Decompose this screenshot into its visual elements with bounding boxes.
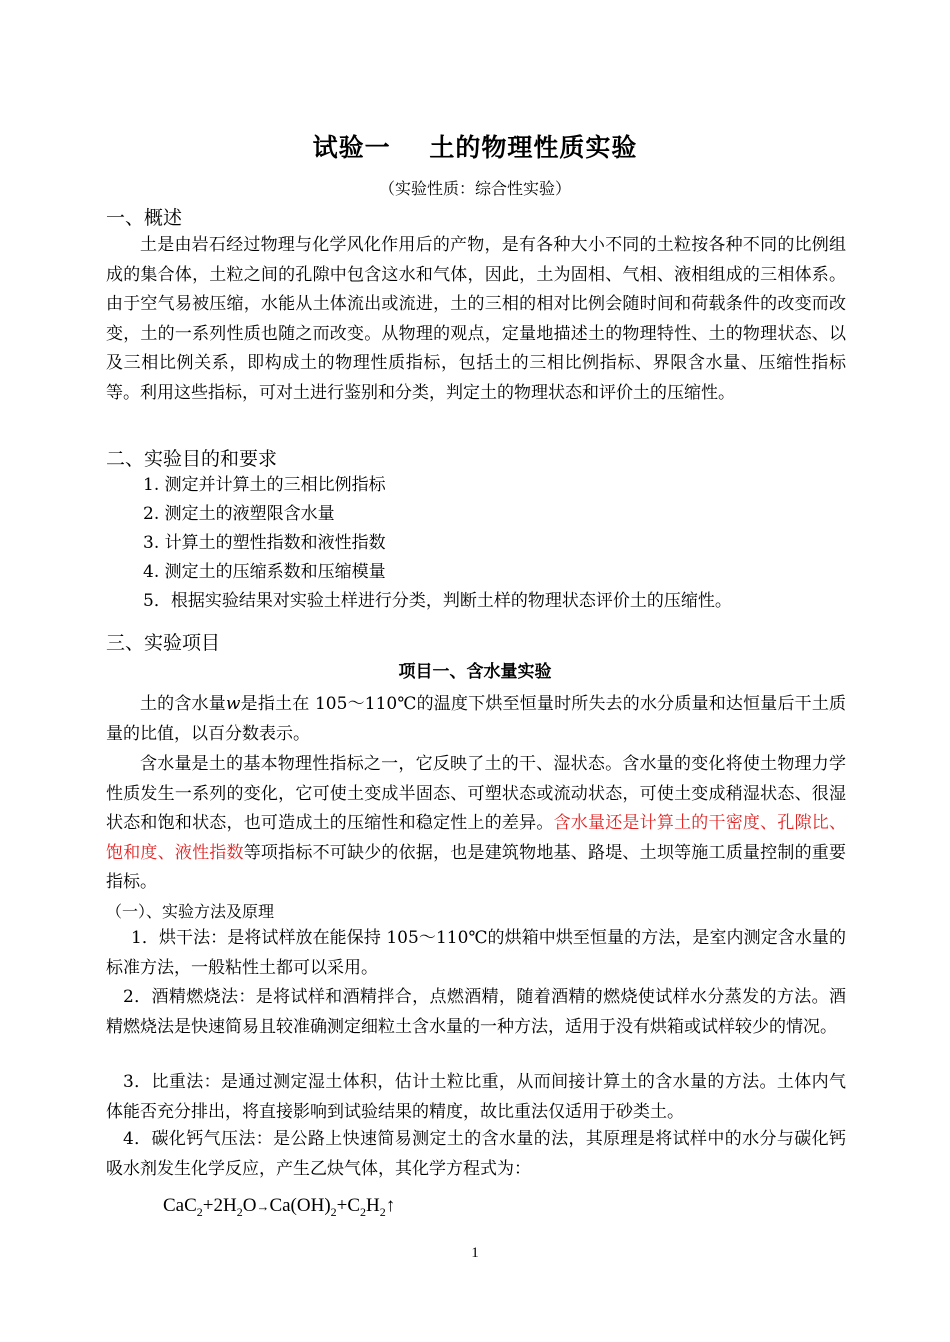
text: +2H bbox=[202, 1195, 237, 1216]
method-calcium-carbide: 4．碳化钙气压法：是公路上快速简易测定土的含水量的法，其原理是将试样中的水分与碳化钙吸水剂发生化学反应，产生乙炔气体，其化学方程式为： bbox=[106, 1129, 846, 1179]
heading-overview: 一、概述 bbox=[106, 207, 183, 229]
text: O bbox=[242, 1195, 257, 1216]
objectives-list bbox=[143, 471, 732, 616]
text: 2 bbox=[330, 1204, 337, 1219]
text: 土的含水量 bbox=[140, 694, 226, 714]
heading-objectives: 二、实验目的和要求 bbox=[106, 448, 278, 470]
method-heading: （一）、实验方法及原理 bbox=[106, 902, 275, 921]
chemical-equation bbox=[163, 1195, 395, 1220]
variable-w: w bbox=[225, 694, 241, 714]
project1-title: 项目一、含水量实验 bbox=[398, 662, 552, 682]
text: H bbox=[366, 1195, 380, 1216]
list-item: 1. 测定并计算土的三相比例指标 bbox=[143, 475, 386, 495]
list-item: 5．根据实验结果对实验土样进行分类，判断土样的物理状态评价土的压缩性。 bbox=[143, 591, 732, 611]
page-number: 1 bbox=[471, 1245, 479, 1261]
text: 2 bbox=[360, 1204, 367, 1219]
text: Ca(OH) bbox=[269, 1195, 331, 1216]
overview-paragraph: 土是由岩石经过物理与化学风化作用后的产物，是有各种大小不同的土粒按各种不同的比例组成的集合体，土粒之间的孔隙中包含这水和气体，因此，土为固相、气相、液相组成的三相体系。由于空气易被压缩，水能从土体流出或流进，土的三相的相对比例会随时间和荷载条件的改变而改变，土的一系列性质也随之而改变。从物理的观点，定量地描述土的物理特性、土的物理状态、以及三相比例关系，即构成土的物理性质指标，包括土的三相比例指标、界限含水量、压缩性指标等。利用这些指标，可对土进行鉴别和分类，判定土的物理状态和评价土的压缩性。 bbox=[106, 235, 846, 403]
list-item: 3. 计算土的塑性指数和液性指数 bbox=[143, 533, 386, 553]
highlighted-text: 含水量还是计算土的干密度、孔隙比、饱和度、液性指数 bbox=[106, 813, 847, 863]
method-specific-gravity: 3．比重法：是通过测定湿土体积，估计土粒比重，从而间接计算土的含水量的方法。土体内气体能否充分排出，将直接影响到试验结果的精度，故比重法仅适用于砂类土。 bbox=[106, 1072, 846, 1122]
text: 含水量是土的基本物理性指标之一，它反映了土的干、湿状态。含水量的变化将使土物理力学性质发生一系列的变化，它可使土变成半固态、可塑状态或流动状态，可使土变成稍湿状态、很湿状态和饱和状态，也可造成土的压缩性和稳定性上的差异。 bbox=[106, 754, 846, 833]
water-content-significance bbox=[106, 750, 846, 898]
text: 等项指标不可缺少的依据，也是建筑物地基、路堤、土坝等施工质量控制的重要指标。 bbox=[106, 842, 847, 892]
heading-experiment-items: 三、实验项目 bbox=[106, 632, 221, 654]
text: CaC bbox=[163, 1195, 197, 1216]
method-alcohol-burning: 2．酒精燃烧法：是将试样和酒精拌合，点燃酒精，随着酒精的燃烧使试样水分蒸发的方法。酒精燃烧法是快速简易且较准确测定细粒土含水量的一种方法，适用于没有烘箱或试样较少的情况。 bbox=[106, 987, 846, 1037]
text: 2 bbox=[196, 1204, 203, 1219]
arrow-icon: → bbox=[256, 1199, 270, 1214]
text: 是指土在 105～110℃的温度下烘至恒量时所失去的水分质量和达恒量后干土质量的比值，以百分数表示。 bbox=[106, 694, 846, 744]
document-subtitle: （实验性质：综合性实验） bbox=[378, 179, 571, 198]
text: 2 bbox=[236, 1204, 243, 1219]
water-content-definition bbox=[106, 690, 846, 749]
text: 2 bbox=[379, 1204, 386, 1219]
list-item: 4. 测定土的压缩系数和压缩模量 bbox=[143, 562, 386, 582]
text: +C bbox=[336, 1195, 361, 1216]
document-title: 试验一 土的物理性质实验 bbox=[312, 133, 638, 162]
gas-arrow-icon: ↑ bbox=[385, 1195, 396, 1216]
method-oven-drying: 1．烘干法：是将试样放在能保持 105～110℃的烘箱中烘至恒量的方法，是室内测定含水量的标准方法，一般粘性土都可以采用。 bbox=[106, 928, 846, 978]
list-item: 2. 测定土的液塑限含水量 bbox=[143, 504, 335, 524]
